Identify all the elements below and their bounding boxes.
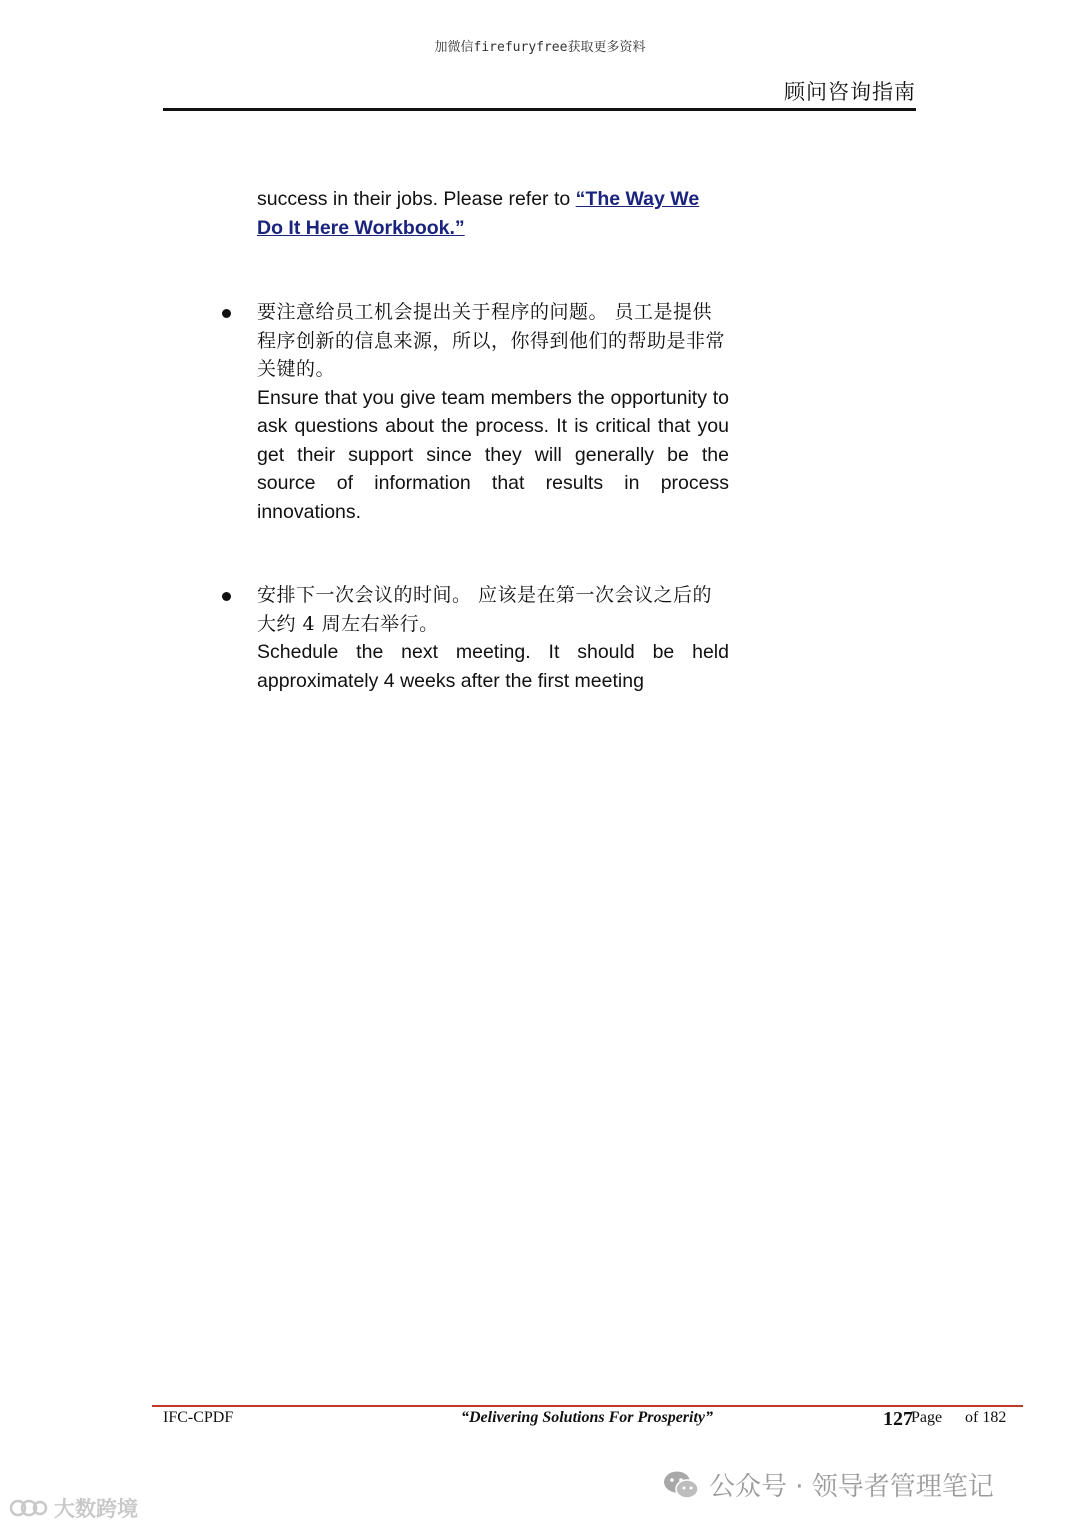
bullet-item <box>220 581 730 695</box>
footer-doc-code: IFC-CPDF <box>163 1409 234 1426</box>
bullet-chinese-text: 要注意给员工机会提出关于程序的问题。 员工是提供程序创新的信息来源，所以，你得到他们的帮助是非常关键的。 <box>257 301 726 380</box>
watermark-text: 加微信firefuryfree获取更多资料 <box>434 40 646 55</box>
footer-slogan: “Delivering Solutions For Prosperity” <box>461 1409 714 1426</box>
footer-page-total: of 182 <box>965 1409 1007 1426</box>
document-header-title: 顾问咨询指南 <box>784 80 916 104</box>
page-footer <box>163 1409 1013 1435</box>
intro-paragraph <box>257 185 729 242</box>
wechat-icon <box>663 1470 699 1500</box>
footer-divider <box>152 1405 1023 1407</box>
intro-text: success in their jobs. Please refer to <box>257 188 576 210</box>
workbook-link[interactable]: “The Way We Do It Here Workbook.” <box>257 188 700 239</box>
bullet-english-text: Schedule the next meeting. It should be held approximately 4 weeks after the first meeting <box>257 641 729 692</box>
bullet-english-text: Ensure that you give team members the opportunity to ask questions about the process. It is critical that you get their support since they will generally be the source of information that results in process innovations. <box>257 386 729 523</box>
wechat-watermark <box>663 1466 994 1503</box>
footer-page-label: Page <box>911 1409 943 1426</box>
corner-brand-text: 大数跨境 <box>54 1497 138 1521</box>
bullet-icon <box>222 309 231 318</box>
header-divider <box>163 108 916 111</box>
bullet-chinese-text: 安排下一次会议的时间。 应该是在第一次会议之后的大约 4 周左右举行。 <box>257 584 713 635</box>
brand-logo-icon <box>8 1497 48 1519</box>
corner-watermark <box>8 1493 138 1523</box>
bullet-item <box>220 298 730 526</box>
bullet-icon <box>222 592 231 601</box>
wechat-account-label: 公众号 · 领导者管理笔记 <box>709 1472 994 1502</box>
footer-page-number: 127 <box>883 1408 913 1430</box>
